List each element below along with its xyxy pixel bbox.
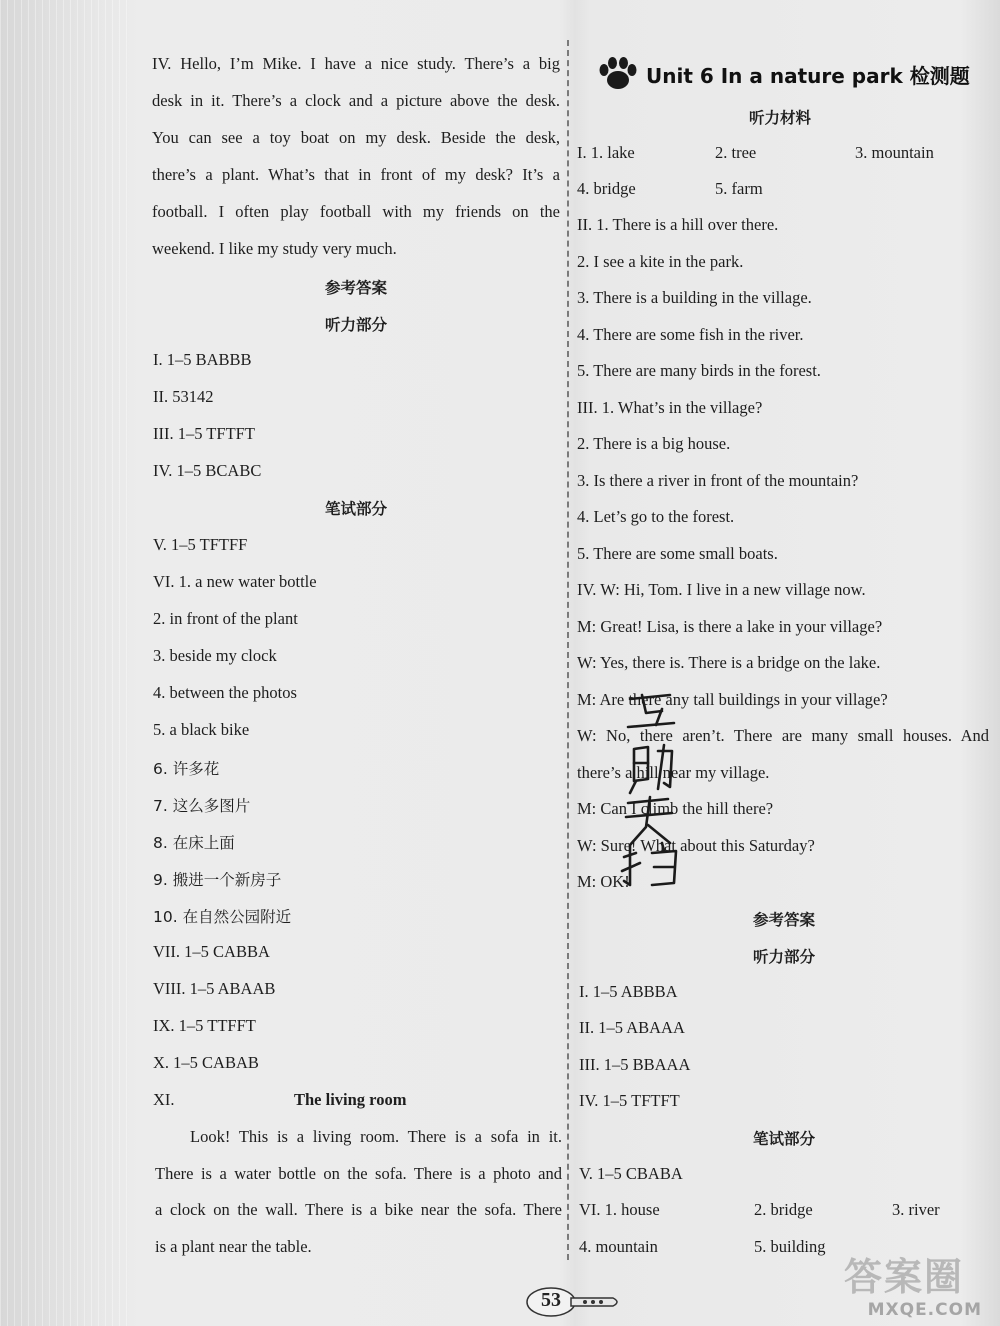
answer-line: 2. in front of the plant — [153, 609, 298, 628]
answer-line: VII. 1–5 CABBA — [153, 942, 270, 961]
answer-line: 9. 搬进一个新房子 — [153, 871, 282, 889]
passage-iv-line: desk in it. There’s a clock and a picture above the desk. — [152, 91, 560, 110]
section-i-item: 5. farm — [715, 179, 763, 198]
answer-line: III. 1–5 TFTFT — [153, 424, 255, 443]
answer-line: II. 1–5 ABAAA — [579, 1018, 685, 1037]
answer-line: III. 1–5 BBAAA — [579, 1055, 691, 1074]
passage-iv-line: football. I often play football with my friends on the — [152, 202, 560, 221]
material-line: IV. W: Hi, Tom. I live in a new village now. — [577, 580, 866, 599]
written-heading: 笔试部分 — [752, 1130, 815, 1148]
answer-line: VI. 1. a new water bottle — [153, 572, 317, 591]
material-line: 5. There are some small boats. — [577, 544, 778, 563]
answer-line: IV. 1–5 BCABC — [153, 461, 262, 480]
answer-line: VIII. 1–5 ABAAB — [153, 979, 276, 998]
material-line: 3. Is there a river in front of the mountain? — [577, 471, 859, 490]
passage-iv-line: there’s a plant. What’s that in front of my desk? It’s a — [152, 165, 560, 184]
vi-item: 2. bridge — [754, 1200, 813, 1219]
answer-line: I. 1–5 ABBBA — [579, 982, 678, 1001]
handwritten-characters — [612, 685, 702, 895]
answer-line: 3. beside my clock — [153, 646, 277, 665]
vi-item: VI. 1. house — [579, 1200, 660, 1219]
material-line: 2. I see a kite in the park. — [577, 252, 744, 271]
answer-line: 5. a black bike — [153, 720, 250, 739]
answer-line: IV. 1–5 TFTFT — [579, 1091, 680, 1110]
answer-line: I. 1–5 BABBB — [153, 350, 252, 369]
material-line: II. 1. There is a hill over there. — [577, 215, 779, 234]
site-watermark — [811, 1246, 986, 1320]
answer-line: II. 53142 — [153, 387, 214, 406]
material-line: W: Sure! What about this Saturday? — [577, 836, 815, 855]
xi-passage-line: a clock on the wall. There is a bike near the sofa. There — [155, 1200, 562, 1219]
answer-line: 10. 在自然公园附近 — [153, 908, 292, 926]
material-line: W: Yes, there is. There is a bridge on the lake. — [577, 653, 881, 672]
answer-line: V. 1–5 CBABA — [579, 1164, 683, 1183]
written-heading: 笔试部分 — [324, 500, 387, 518]
answer-line: 7. 这么多图片 — [153, 797, 251, 815]
answer-line: V. 1–5 TFTFF — [153, 535, 248, 554]
section-i-item: 4. bridge — [577, 179, 636, 198]
section-i-item: 3. mountain — [855, 143, 934, 162]
passage-iv-line: weekend. I like my study very much. — [152, 239, 397, 258]
material-line: 5. There are many birds in the forest. — [577, 361, 821, 380]
material-line: W: No, there aren’t. There are many small houses. And — [577, 726, 989, 745]
material-line: 3. There is a building in the village. — [577, 288, 812, 307]
xi-passage-line: Look! This is a living room. There is a sofa in it. — [190, 1127, 562, 1146]
material-line: III. 1. What’s in the village? — [577, 398, 763, 417]
material-line: 4. There are some fish in the river. — [577, 325, 804, 344]
unit-title-text: Unit 6 In a nature park 检测题 — [646, 63, 970, 88]
section-i-item: I. 1. lake — [577, 143, 635, 162]
listening-heading: 听力部分 — [752, 948, 815, 966]
passage-iv-line: You can see a toy boat on my desk. Beside the desk, — [152, 128, 560, 147]
material-line: 4. Let’s go to the forest. — [577, 507, 735, 526]
material-heading: 听力材料 — [748, 109, 811, 127]
answer-line: X. 1–5 CABAB — [153, 1053, 259, 1072]
watermark-logo-text: 答案圈 — [843, 1255, 964, 1299]
vi-item: 3. river — [892, 1200, 940, 1219]
rocket-page-badge — [525, 1286, 621, 1318]
watermark-url: MXQE.COM — [867, 1300, 982, 1320]
answers-heading: 参考答案 — [752, 911, 815, 929]
answer-line: IX. 1–5 TTFFT — [153, 1016, 256, 1035]
answer-line: 6. 许多花 — [153, 760, 220, 778]
section-i-item: 2. tree — [715, 143, 757, 162]
material-line: 2. There is a big house. — [577, 434, 731, 453]
answer-line: 8. 在床上面 — [153, 834, 235, 852]
answers-heading: 参考答案 — [324, 279, 387, 297]
xi-passage-line: There is a water bottle on the sofa. There is a photo and — [155, 1164, 562, 1183]
page-number: 53 — [541, 1289, 561, 1311]
xi-label: XI. — [153, 1090, 175, 1109]
xi-title: The living room — [294, 1090, 407, 1109]
material-line: M: Are there any tall buildings in your village? — [577, 690, 888, 709]
right-column — [570, 0, 1000, 1326]
listening-heading: 听力部分 — [324, 316, 387, 334]
material-line: M: OK! — [577, 872, 630, 891]
material-line: M: Can I climb the hill there? — [577, 799, 774, 818]
vi-item: 4. mountain — [579, 1237, 658, 1256]
passage-iv-line: IV. Hello, I’m Mike. I have a nice study. There’s a big — [152, 54, 560, 73]
vi-item: 5. building — [754, 1237, 826, 1256]
answer-line: 4. between the photos — [153, 683, 297, 702]
material-line: there’s a hill near my village. — [577, 763, 770, 782]
material-line: M: Great! Lisa, is there a lake in your village? — [577, 617, 883, 636]
xi-passage-line: is a plant near the table. — [155, 1237, 312, 1256]
